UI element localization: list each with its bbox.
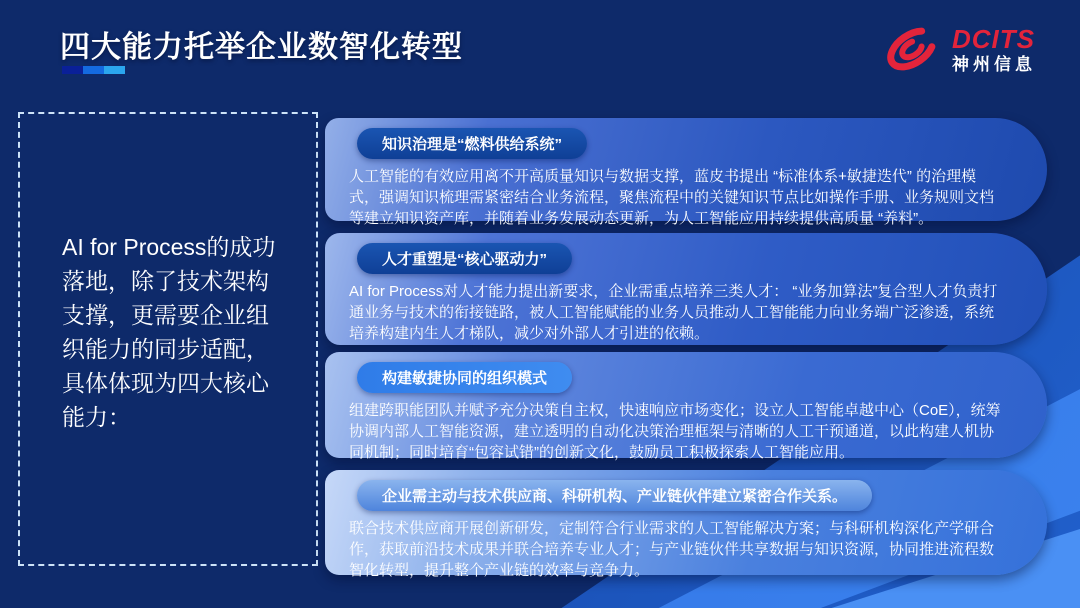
card-header-label: 企业需主动与技术供应商、科研机构、产业链伙伴建立紧密合作关系。 xyxy=(382,488,848,505)
card-body-text: 人工智能的有效应用离不开高质量知识与数据支撑，蓝皮书提出 “标准体系+敏捷迭代” 的治理模式，强调知识梳理需紧密结合业务流程，聚焦流程中的关键知识节点比如操作手册、业务规则文档等建立知识资产库，并随着业务发展动态更新，为人工智能应用持续提供高质量 “养料”。 xyxy=(349,168,995,227)
card-body-text: 联合技术供应商开展创新研发，定制符合行业需求的人工智能解决方案；与科研机构深化产学研合作，获取前沿技术成果并联合培养专业人才；与产业链伙伴共享数据与知识资源，协同推进流程数智化转型，提升整个产业链的效率与竞争力。 xyxy=(349,520,995,579)
capability-card-organization xyxy=(325,352,1047,461)
card-header-pill xyxy=(357,243,572,274)
capability-cards xyxy=(325,118,1047,579)
logo-brand: DCITS xyxy=(952,23,1035,54)
logo-subbrand: 神州信息 xyxy=(952,54,1036,74)
title-underline-segment xyxy=(62,66,83,74)
card-header-label: 人才重塑是“核心驱动力” xyxy=(382,251,548,268)
card-header-pill xyxy=(357,128,587,159)
title-underline-segment xyxy=(104,66,125,74)
dcits-swirl-icon xyxy=(882,22,942,76)
card-body-text: 组建跨职能团队并赋予充分决策自主权，快速响应市场变化；设立人工智能卓越中心（CoE），统筹协调内部人工智能资源，建立透明的自动化决策治理框架与清晰的人工干预通道，以此构建人机协同机制；同时培育“包容试错”的创新文化，鼓励员工积极探索人工智能应用。 xyxy=(349,402,1001,461)
capability-card-knowledge xyxy=(325,118,1047,227)
dcits-logo xyxy=(882,22,1036,76)
card-body-text: AI for Process对人才能力提出新要求，企业需重点培养三类人才： “业务加算法”复合型人才负责打通业务与技术的衔接链路，被人工智能赋能的业务人员推动人工智能能力向业务端广泛渗透，系统培养构建内生人才梯队，减少对外部人才引进的依赖。 xyxy=(349,283,998,342)
intro-panel xyxy=(18,112,318,566)
card-header-label: 知识治理是“燃料供给系统” xyxy=(382,136,563,153)
title-underline-segment xyxy=(83,66,104,74)
card-header-pill xyxy=(357,480,872,511)
page-title: 四大能力托举企业数智化转型 xyxy=(60,31,463,64)
card-header-label: 构建敏捷协同的组织模式 xyxy=(382,370,548,387)
card-header-pill xyxy=(357,362,572,393)
title-underline xyxy=(62,66,125,74)
intro-text: AI for Process的成功落地，除了技术架构支撑，更需要企业组织能力的同步适配，具体体现为四大核心能力： xyxy=(62,234,276,430)
capability-card-ecosystem xyxy=(325,470,1047,579)
capability-card-talent xyxy=(325,233,1047,345)
logo-text xyxy=(952,23,1036,74)
